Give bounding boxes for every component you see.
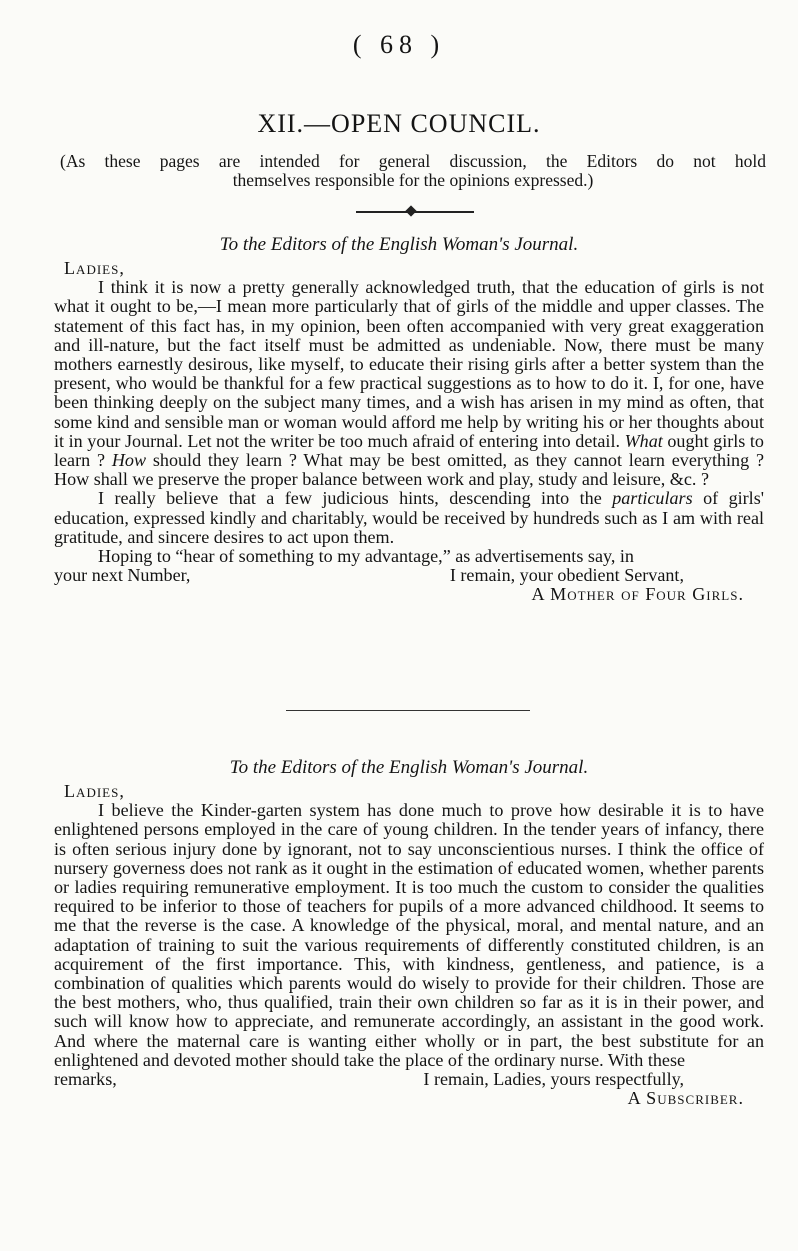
editorial-note-line2: themselves responsible for the opinions expressed.)	[232, 170, 594, 190]
letter2-closing	[54, 1070, 764, 1089]
letter1-closing-right: I remain, your obedient Servant,	[449, 565, 684, 586]
letter1-closing	[54, 566, 764, 585]
letter1-paragraph1	[54, 278, 764, 489]
letter1-p1-text: I think it is now a pretty generally acknowledged truth, that the education of girls is not what it ought to be,—I mean more particularly that of girls of the middle and upper classes. The statement of this fact has, in my opinion, been often accompanied with very great exaggeration and ill-nature, but the fact itself must be admitted as undeniable. Now, there must be many mothers earnestly desirous, like myself, to educate their rising girls after a better system than the present, who would be thankful for a few practical suggestions as to how to do it. I, for one, have been thinking deeply on the subject many times, and a wish has arisen in my mind as often, that some kind and sensible man or woman would afford me help by writing his or her thoughts about it in your Journal. Let not the writer be too much afraid of entering into detail.	[54, 277, 764, 451]
letter2-salutation: Ladies,	[64, 781, 125, 801]
letter1-heading: To the Editors of the English Woman's Journal.	[219, 234, 579, 255]
letter1-paragraph3: Hoping to “hear of something to my advantage,” as advertisements say, in	[98, 546, 634, 567]
page-number: ( 68 )	[352, 30, 446, 59]
letter1-paragraph2	[54, 489, 764, 547]
divider-diamond-icon	[405, 205, 416, 216]
letter2-heading: To the Editors of the English Woman's Journal.	[229, 757, 589, 778]
letter2-signature: A Subscriber.	[627, 1088, 744, 1109]
letter2-body	[54, 782, 764, 1108]
letter1-p2-end: of girls' education, expressed kindly and charitably, would be received by hundreds such as I am with real gratitude, and sincere desires to act upon them.	[54, 488, 764, 547]
letter1-p1-end: should they learn ? What may be best omitted, as they cannot learn everything ? How shall we preserve the proper balance between work and play, study and leisure, &c. ?	[54, 450, 764, 490]
letter1-closing-left: your next Number,	[54, 565, 191, 586]
letter1-p1-mid: ought girls to learn ?	[54, 430, 764, 471]
section-title: XII.—OPEN COUNCIL.	[257, 109, 541, 138]
letter1-p2-start: I really believe that a few judicious hints, descending into the	[98, 488, 602, 509]
letter2-paragraph1: I believe the Kinder-garten system has done much to prove how desirable it is to have enlightened persons employed in the care of young children. In the tender years of infancy, there is often serious injury done by ignorant, not to say unconscientious nurses. I think the office of nursery governess does not rank as it ought in the estimation of educated women, whether parents or ladies requiring remunerative employment. It is too much the custom to consider the qualities required to be inferior to those of teachers for pupils of a more advanced childhood. It seems to me that the reverse is the case. A knowledge of the physical, moral, and mental nature, and an adaptation of training to suit the various requirements of differently constituted children, is an acquirement of the first importance. This, with kindness, gentleness, and patience, is a combination of qualities which parents would do wisely to provide for their children. Those are the best mothers, who, thus qualified, train their own children so far as it is in their power, and such will know how to appreciate, and remunerate accordingly, an assistant in the good work. And where the maternal care is wanting either wholly or in part, the best substitute for an enlightened and devoted mother should take the place of the ordinary nurse. With these	[54, 800, 764, 1070]
editorial-note	[60, 152, 766, 190]
letter1-body	[54, 259, 764, 605]
letter1-p1-what: What	[624, 430, 663, 451]
letter2-closing-left: remarks,	[54, 1069, 117, 1090]
letter1-salutation: Ladies,	[64, 258, 125, 278]
editorial-note-line1: (As these pages are intended for general discussion, the Editors do not hold	[60, 151, 766, 171]
letter1-p1-how: How	[111, 450, 147, 471]
letter2-closing-right: I remain, Ladies, yours respectfully,	[423, 1069, 684, 1090]
letter1-signature: A Mother of Four Girls.	[531, 584, 744, 605]
letter1-p2-em: particulars	[612, 488, 693, 509]
separator-rule	[286, 710, 530, 711]
